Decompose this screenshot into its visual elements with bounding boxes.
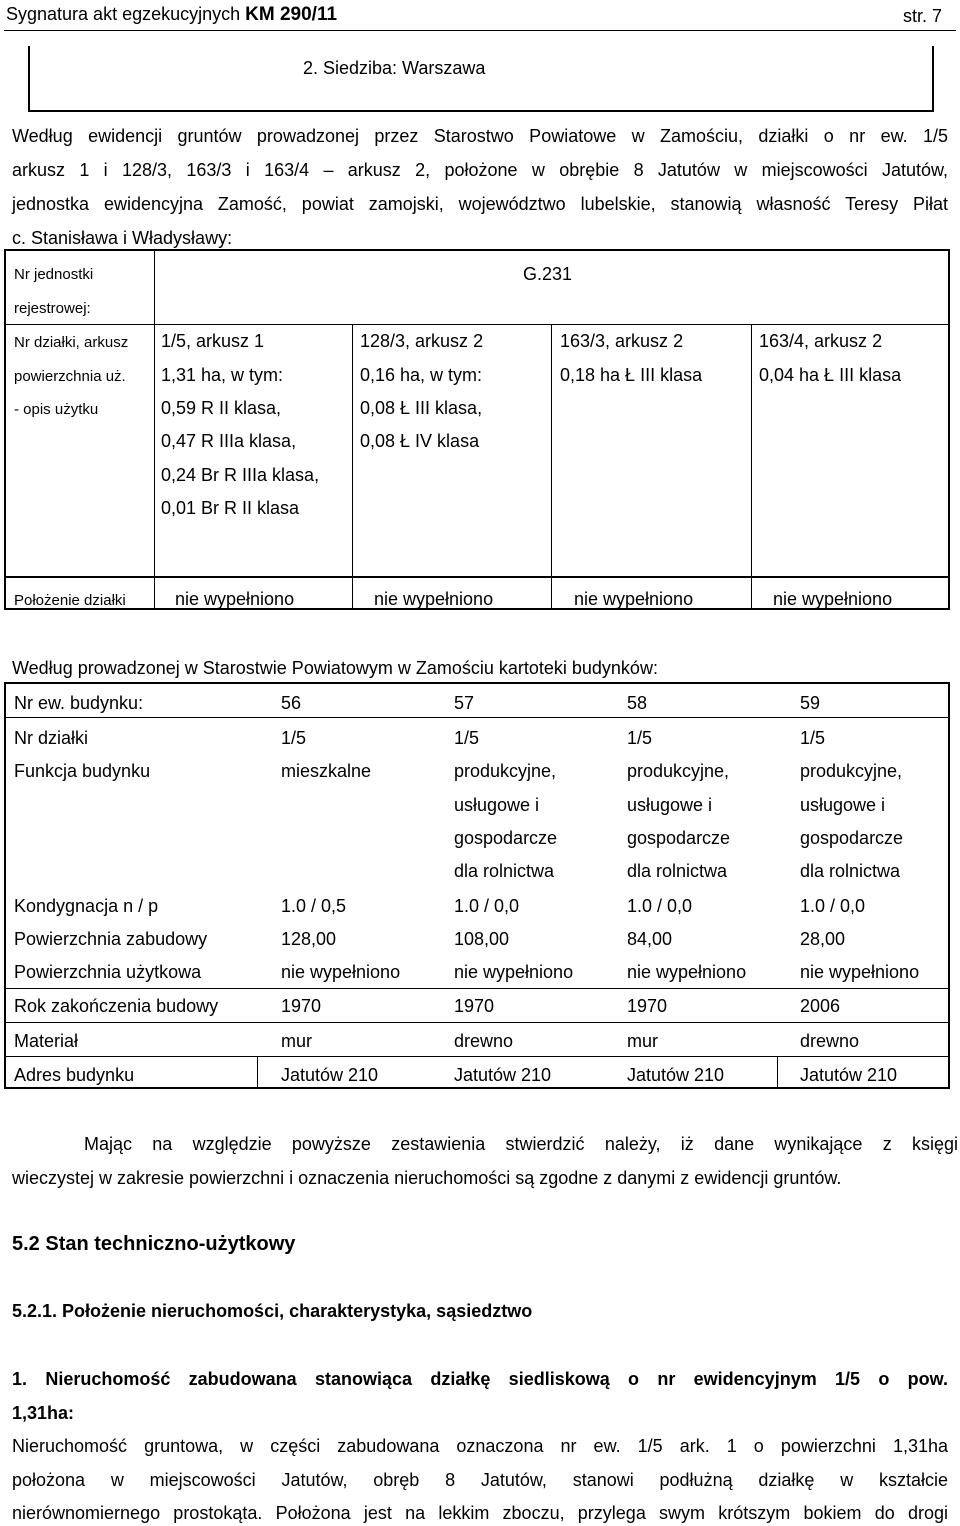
table-border-right [948,249,950,609]
table-col-3 [551,324,552,609]
building-58-nr: 58 [627,693,648,713]
building-56-funkcja: mieszkalne [281,761,372,781]
parcel-2-line: 0,08 Ł IV klasa [360,431,480,451]
building-57-material: drewno [454,1031,514,1051]
label-adres: Adres budynku [14,1065,135,1085]
btable-border-left [4,682,6,1088]
building-59-kondygnacja: 1.0 / 0,0 [800,896,866,916]
building-59-funkcja: produkcyjne, [800,761,903,781]
label-funkcja: Funkcja budynku [14,761,151,781]
table-border-left [4,249,6,609]
conclusion-line-2: wieczystej w zakresie powierzchni i oznaczenia nieruchomości są zgodne z danymi z ewidencji gruntów. [12,1168,842,1188]
siedziba-text: 2. Siedziba: Warszawa [303,58,486,78]
building-57-funkcja: dla rolnictwa [454,861,555,881]
label-powierzchnia: powierzchnia uż. [14,368,126,385]
point-1-line-1: 1. Nieruchomość zabudowana stanowiąca działkę siedliskową o nr ewidencyjnym 1/5 o pow. [12,1369,948,1389]
case-number: KM 290/11 [245,4,338,25]
table-rule-polozenie [4,576,950,578]
intro-line-4: c. Stanisława i Władysławy: [12,228,233,248]
header-rule [4,30,956,31]
label-pow-zabudowy: Powierzchnia zabudowy [14,929,208,949]
parcel-1-line: 0,24 Br R IIIa klasa, [161,465,320,485]
building-59-uzytkowa: nie wypełniono [800,962,920,982]
building-59-dzialka: 1/5 [800,728,826,748]
parcel-1-line: 0,47 R IIIa klasa, [161,431,297,451]
parcel-2-line: 0,16 ha, w tym: [360,365,483,385]
table-col-2 [352,324,353,609]
intro-line-1: Według ewidencji gruntów prowadzonej przez Starostwo Powiatowe w Zamościu, działki o nr ew. 1/5 [12,126,948,146]
building-57-funkcja: produkcyjne, [454,761,557,781]
label-kondygnacja: Kondygnacja n / p [14,896,159,916]
parcel-1-polozenie: nie wypełniono [175,589,295,609]
btable-rule [4,1056,950,1057]
parcel-4-polozenie: nie wypełniono [773,589,893,609]
label-material: Materiał [14,1031,79,1051]
building-58-material: mur [627,1031,658,1051]
btable-col [777,1056,778,1088]
building-57-rok: 1970 [454,996,495,1016]
building-58-rok: 1970 [627,996,668,1016]
building-59-nr: 59 [800,693,821,713]
point-1-line-2: 1,31ha: [12,1403,75,1423]
parcel-1-nr: 1/5, arkusz 1 [161,331,265,351]
page-header [6,4,337,26]
btable-border-right [948,682,950,1088]
building-58-uzytkowa: nie wypełniono [627,962,747,982]
body-line-2: położona w miejscowości Jatutów, obręb 8 Jatutów, stanowi podłużną działkę w kształcie [12,1470,948,1490]
building-56-adres: Jatutów 210 [281,1065,379,1085]
label-pow-uzytkowa: Powierzchnia użytkowa [14,962,202,982]
buildings-heading: Według prowadzonej w Starostwie Powiatowym w Zamościu kartoteki budynków: [12,658,658,678]
building-57-funkcja: gospodarcze [454,828,558,848]
body-line-1: Nieruchomość gruntowa, w części zabudowana oznaczona nr ew. 1/5 ark. 1 o powierzchni 1,31ha [12,1436,948,1456]
btable-rule [4,988,950,989]
building-58-funkcja: usługowe i [627,795,713,815]
building-57-adres: Jatutów 210 [454,1065,552,1085]
building-58-adres: Jatutów 210 [627,1065,725,1085]
table-rule-unit [4,324,950,325]
table-col-1 [154,249,155,609]
table-border-top [4,249,950,251]
building-58-funkcja: dla rolnictwa [627,861,728,881]
parcel-1-line: 0,01 Br R II klasa [161,498,300,518]
btable-rule [4,717,950,718]
building-58-dzialka: 1/5 [627,728,653,748]
conclusion-line-1: Mając na względzie powyższe zestawienia stwierdzić należy, iż dane wynikające z księgi [84,1134,958,1154]
label-nr-dzialki: Nr działki, arkusz [14,334,129,351]
label-opis: - opis użytku [14,401,99,418]
building-59-funkcja: gospodarcze [800,828,904,848]
parcel-2-nr: 128/3, arkusz 2 [360,331,484,351]
building-57-funkcja: usługowe i [454,795,540,815]
building-57-kondygnacja: 1.0 / 0,0 [454,896,520,916]
table-col-4 [751,324,752,609]
building-57-uzytkowa: nie wypełniono [454,962,574,982]
parcel-3-nr: 163/3, arkusz 2 [560,331,684,351]
section-5-2-1-heading: 5.2.1. Położenie nieruchomości, charakterystyka, sąsiedztwo [12,1301,533,1321]
label-rejestrowej: rejestrowej: [14,300,91,317]
building-56-kondygnacja: 1.0 / 0,5 [281,896,347,916]
building-56-uzytkowa: nie wypełniono [281,962,401,982]
btable-col [257,1056,258,1088]
section-5-2-heading: 5.2 Stan techniczno-użytkowy [12,1233,296,1255]
building-57-nr: 57 [454,693,475,713]
body-line-3: nierównomiernego prostokąta. Położona jest na lekkim zboczu, przylega swym krótszym bokiem do drogi [12,1503,948,1523]
label-nr-jednostki: Nr jednostki [14,266,94,283]
label-polozenie: Położenie działki [14,592,126,609]
buildings-heading-rule [4,682,950,684]
building-59-zabudowy: 28,00 [800,929,846,949]
parcel-1-line: 1,31 ha, w tym: [161,365,284,385]
building-56-dzialka: 1/5 [281,728,307,748]
parcel-4-line: 0,04 ha Ł III klasa [759,365,902,385]
parcel-1-line: 0,59 R II klasa, [161,398,282,418]
label-nr-ew: Nr ew. budynku: [14,693,144,713]
page-number: str. 7 [903,6,943,26]
label-rok: Rok zakończenia budowy [14,996,219,1016]
parcel-3-line: 0,18 ha Ł III klasa [560,365,703,385]
building-59-rok: 2006 [800,996,841,1016]
intro-line-2: arkusz 1 i 128/3, 163/3 i 163/4 – arkusz 2, położone w obrębie 8 Jatutów w miejscowości Jatutów, [12,160,948,180]
building-58-funkcja: produkcyjne, [627,761,730,781]
building-59-material: drewno [800,1031,860,1051]
building-58-kondygnacja: 1.0 / 0,0 [627,896,693,916]
parcel-2-line: 0,08 Ł III klasa, [360,398,483,418]
btable-border-bottom [4,1087,950,1089]
building-56-zabudowy: 128,00 [281,929,337,949]
building-56-material: mur [281,1031,312,1051]
unit-value: G.231 [523,264,573,284]
building-58-funkcja: gospodarcze [627,828,731,848]
building-57-zabudowy: 108,00 [454,929,510,949]
building-59-adres: Jatutów 210 [800,1065,898,1085]
parcel-4-nr: 163/4, arkusz 2 [759,331,883,351]
building-56-rok: 1970 [281,996,322,1016]
parcel-2-polozenie: nie wypełniono [374,589,494,609]
label-nr-dzialki-b: Nr działki [14,728,89,748]
intro-line-3: jednostka ewidencyjna Zamość, powiat zamojski, województwo lubelskie, stanowią własność Teresy Piłat [12,194,948,214]
building-59-funkcja: dla rolnictwa [800,861,901,881]
building-58-zabudowy: 84,00 [627,929,673,949]
case-label: Sygnatura akt egzekucyjnych [6,4,246,24]
siedziba-box [28,46,934,112]
building-56-nr: 56 [281,693,302,713]
building-57-dzialka: 1/5 [454,728,480,748]
building-59-funkcja: usługowe i [800,795,886,815]
parcel-3-polozenie: nie wypełniono [574,589,694,609]
btable-rule [4,1022,950,1023]
